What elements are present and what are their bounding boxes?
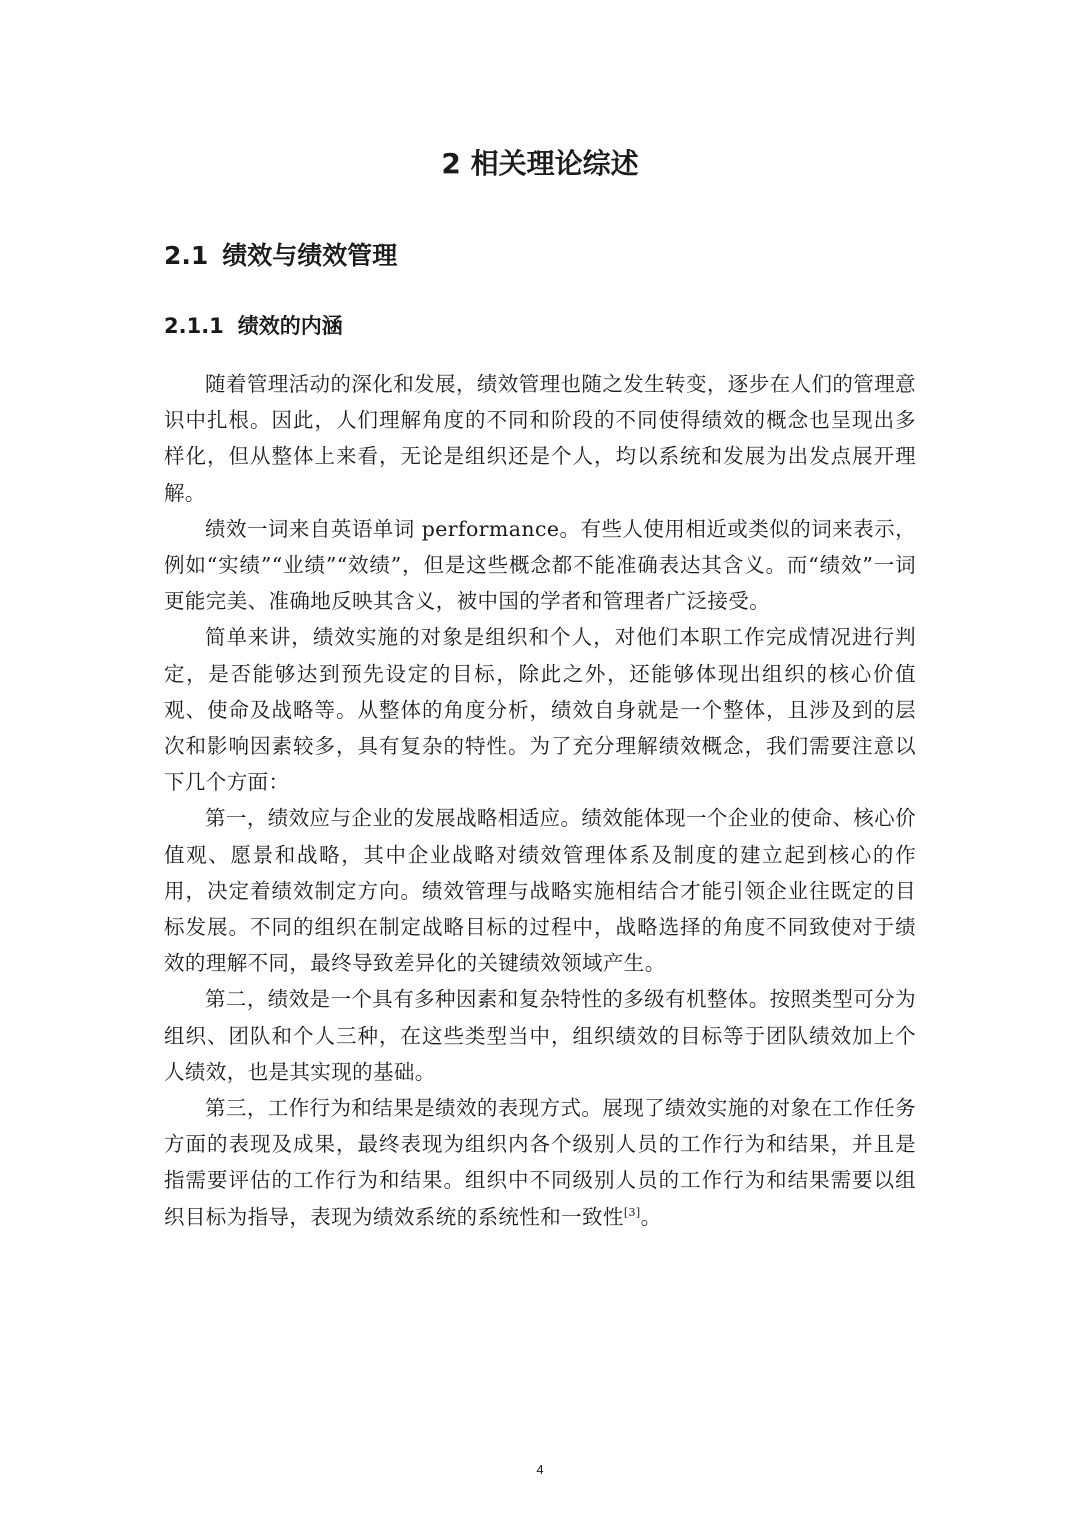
subsection-heading xyxy=(164,306,343,346)
chapter-title: 2 相关理论综述 xyxy=(441,147,639,180)
section-title: 绩效与绩效管理 xyxy=(222,241,398,270)
paragraph: 绩效一词来自英语单词 performance。有些人使用相近或类似的词来表示，例如“实绩”“业绩”“效绩”，但是这些概念都不能准确表达其含义。而“绩效”一词更能完美、准确地反映其含义，被中国的学者和管理者广泛接受。 xyxy=(164,516,916,614)
paragraph: 随着管理活动的深化和发展，绩效管理也随之发生转变，逐步在人们的管理意识中扎根。因此，人们理解角度的不同和阶段的不同使得绩效的概念也呈现出多样化，但从整体上来看，无论是组织还是个人，均以系统和发展为出发点展开理解。 xyxy=(164,372,916,505)
paragraph-ending: 。 xyxy=(640,1204,662,1229)
body-text xyxy=(164,366,916,1235)
paragraph xyxy=(164,1090,916,1235)
citation-reference[interactable]: [3] xyxy=(623,1205,641,1219)
subsection-title: 绩效的内涵 xyxy=(237,314,343,338)
paragraph: 简单来讲，绩效实施的对象是组织和个人，对他们本职工作完成情况进行判定，是否能够达到预先设定的目标，除此之外，还能够体现出组织的核心价值观、使命及战略等。从整体的角度分析，绩效自身就是一个整体，且涉及到的层次和影响因素较多，具有复杂的特性。为了充分理解绩效概念，我们需要注意以下几个方面： xyxy=(164,625,916,795)
paragraph: 第二，绩效是一个具有多种因素和复杂特性的多级有机整体。按照类型可分为组织、团队和个人三种，在这些类型当中，组织绩效的目标等于团队绩效加上个人绩效，也是其实现的基础。 xyxy=(164,987,916,1084)
paragraph-text: 第三，工作行为和结果是绩效的表现方式。展现了绩效实施的对象在工作任务方面的表现及成果，最终表现为组织内各个级别人员的工作行为和结果，并且是指需要评估的工作行为和结果。组织中不同级别人员的工作行为和结果需要以组织目标为指导，表现为绩效系统的系统性和一致性 xyxy=(164,1096,916,1229)
section-heading xyxy=(164,234,397,278)
subsection-number: 2.1.1 xyxy=(164,314,224,338)
paragraph: 第一，绩效应与企业的发展战略相适应。绩效能体现一个企业的使命、核心价值观、愿景和战略，其中企业战略对绩效管理体系及制度的建立起到核心的作用，决定着绩效制定方向。绩效管理与战略实施相结合才能引领企业往既定的目标发展。不同的组织在制定战略目标的过程中，战略选择的角度不同致使对于绩效的理解不同，最终导致差异化的关键绩效领域产生。 xyxy=(164,806,916,976)
page-number: 4 xyxy=(536,1462,544,1477)
section-number: 2.1 xyxy=(164,241,209,270)
